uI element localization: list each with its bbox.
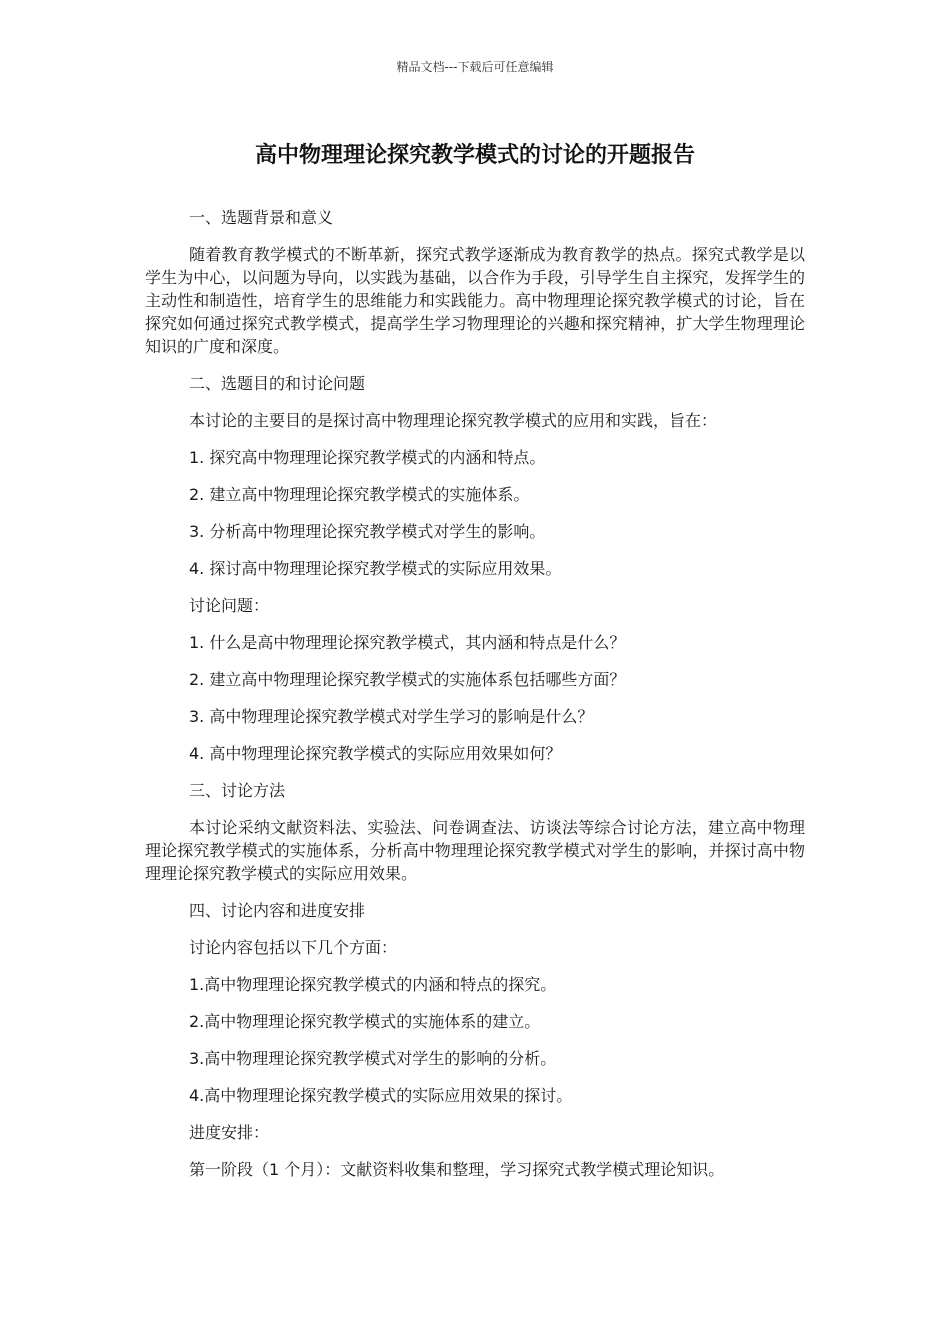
section-heading-purpose: 二、选题目的和讨论问题 xyxy=(189,374,366,393)
section-heading-content: 四、讨论内容和进度安排 xyxy=(189,901,366,920)
list-item-purpose-3: 3. 分析高中物理理论探究教学模式对学生的影响。 xyxy=(189,522,546,541)
paragraph-method: 本讨论采纳文献资料法、实验法、问卷调查法、访谈法等综合讨论方法，建立高中物理理论探究教学模式的实施体系，分析高中物理理论探究教学模式对学生的影响，并探讨高中物理理论探究教学模式的实际应用效果。 xyxy=(145,818,805,883)
section-heading-background: 一、选题背景和意义 xyxy=(189,208,334,227)
document-body xyxy=(145,206,805,1195)
list-item-question-1: 1. 什么是高中物理理论探究教学模式，其内涵和特点是什么？ xyxy=(189,633,626,652)
paragraph-purpose-intro: 本讨论的主要目的是探讨高中物理理论探究教学模式的应用和实践，旨在： xyxy=(189,411,718,430)
list-item-question-3: 3. 高中物理理论探究教学模式对学生学习的影响是什么？ xyxy=(189,707,594,726)
list-item-content-4: 4.高中物理理论探究教学模式的实际应用效果的探讨。 xyxy=(189,1086,573,1105)
list-item-purpose-4: 4. 探讨高中物理理论探究教学模式的实际应用效果。 xyxy=(189,559,562,578)
list-item-question-4: 4. 高中物理理论探究教学模式的实际应用效果如何？ xyxy=(189,744,562,763)
paragraph-content-intro: 讨论内容包括以下几个方面： xyxy=(189,938,398,957)
section-heading-method: 三、讨论方法 xyxy=(189,781,286,800)
list-item-content-1: 1.高中物理理论探究教学模式的内涵和特点的探究。 xyxy=(189,975,557,994)
document-title: 高中物理理论探究教学模式的讨论的开题报告 xyxy=(254,143,695,168)
list-item-purpose-1: 1. 探究高中物理理论探究教学模式的内涵和特点。 xyxy=(189,448,546,467)
list-item-content-2: 2.高中物理理论探究教学模式的实施体系的建立。 xyxy=(189,1012,541,1031)
paragraph-background: 随着教育教学模式的不断革新，探究式教学逐渐成为教育教学的热点。探究式教学是以学生为中心，以问题为导向，以实践为基础，以合作为手段，引导学生自主探究，发挥学生的主动性和制造性，培育学生的思维能力和实践能力。高中物理理论探究教学模式的讨论，旨在探究如何通过探究式教学模式，提高学生学习物理理论的兴趣和探究精神，扩大学生物理理论知识的广度和深度。 xyxy=(145,245,805,356)
subheading-questions: 讨论问题： xyxy=(189,596,270,615)
header-note: 精品文档---下载后可任意编辑 xyxy=(396,60,554,74)
subheading-schedule: 进度安排： xyxy=(189,1123,270,1142)
list-item-purpose-2: 2. 建立高中物理理论探究教学模式的实施体系。 xyxy=(189,485,530,504)
list-item-question-2: 2. 建立高中物理理论探究教学模式的实施体系包括哪些方面？ xyxy=(189,670,626,689)
list-item-content-3: 3.高中物理理论探究教学模式对学生的影响的分析。 xyxy=(189,1049,557,1068)
schedule-item-1: 第一阶段（1 个月）：文献资料收集和整理，学习探究式教学模式理论知识。 xyxy=(189,1160,725,1179)
